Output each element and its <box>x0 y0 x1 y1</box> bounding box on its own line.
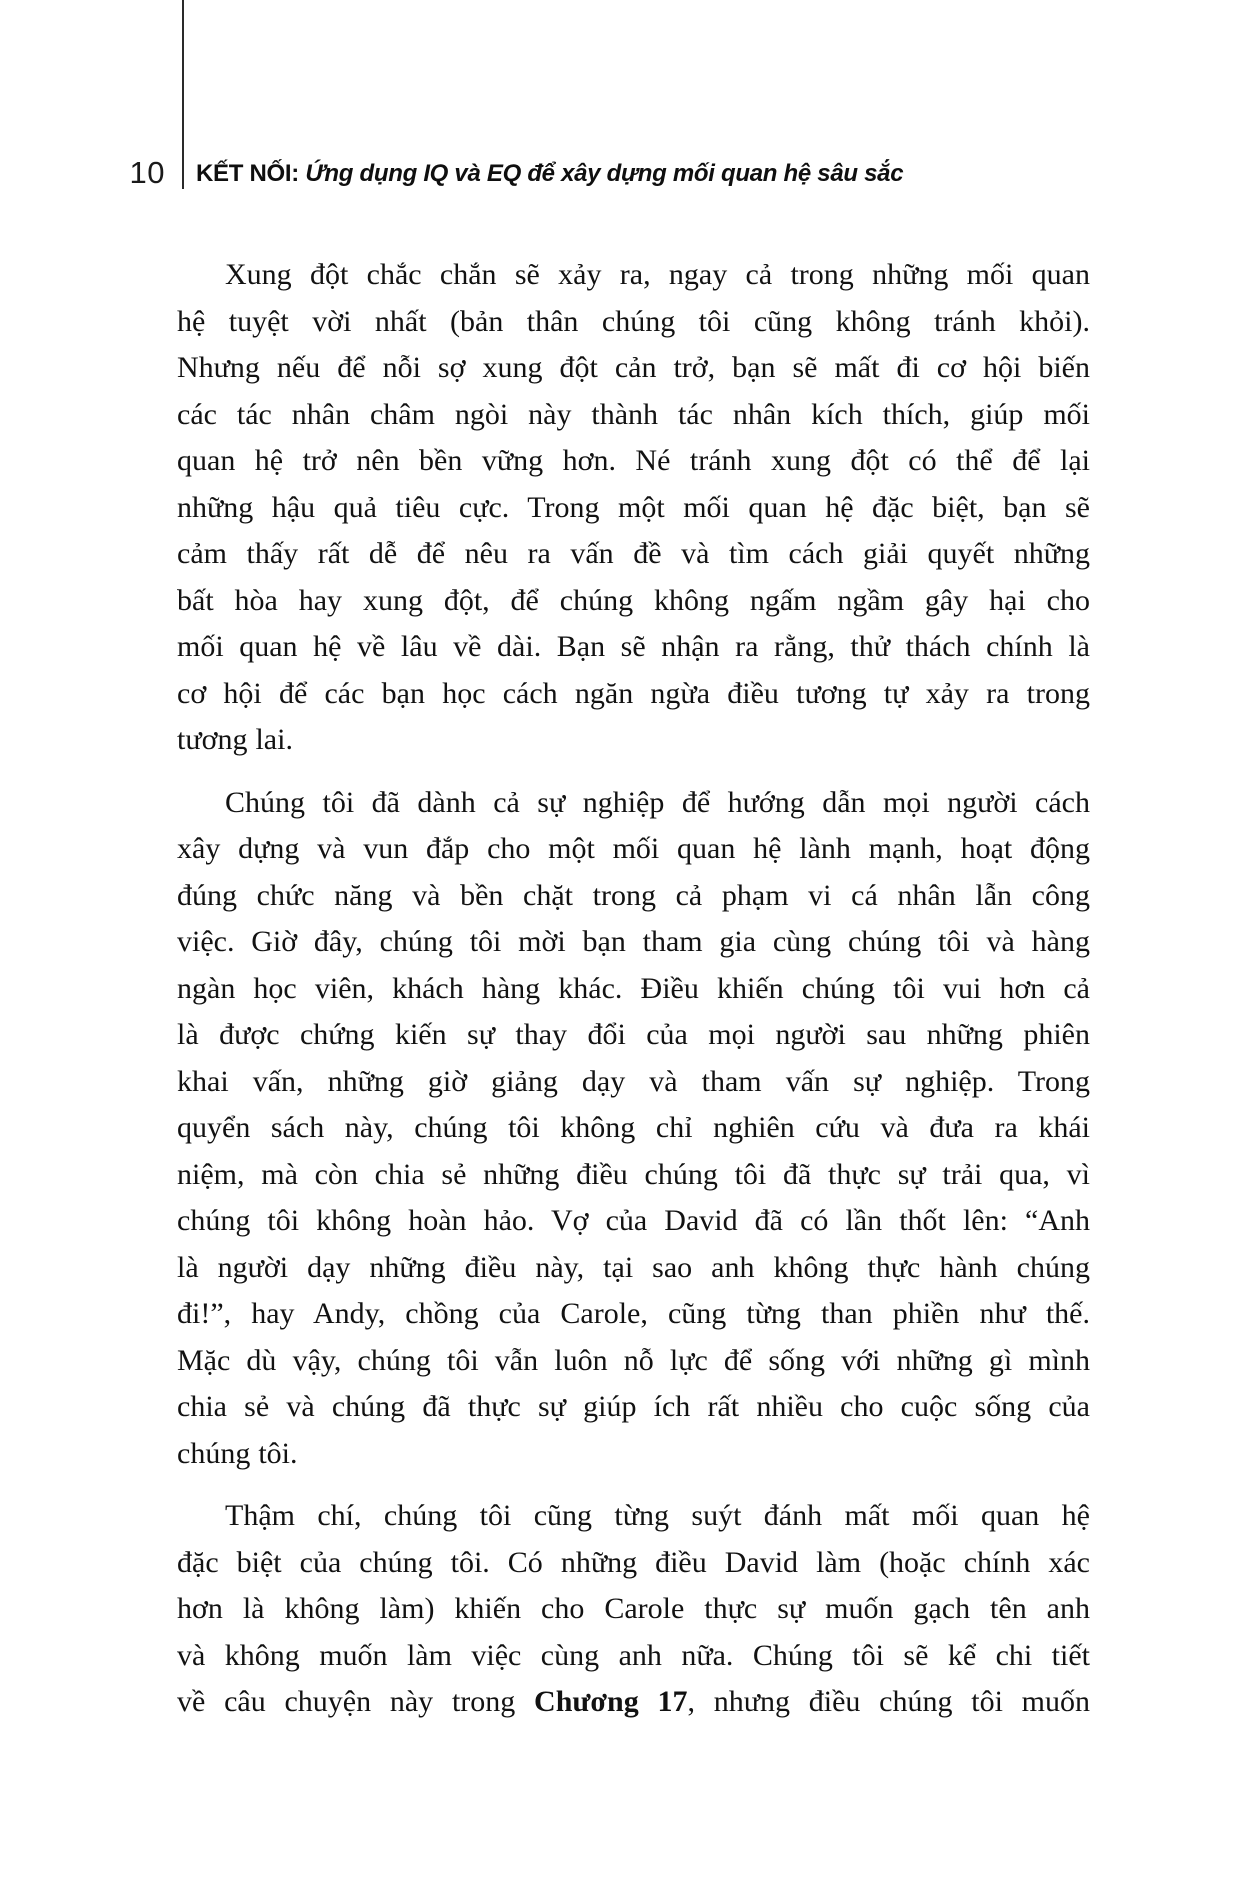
text-line: là được chứng kiến sự thay đổi của mọi người sau những phiên <box>177 1018 1090 1051</box>
text-line: đi!”, hay Andy, chồng của Carole, cũng từng than phiền như thế. <box>177 1297 1090 1330</box>
text-line: niệm, mà còn chia sẻ những điều chúng tôi đã thực sự trải qua, vì <box>177 1157 1090 1191</box>
text-line <box>177 1679 1090 1726</box>
running-head <box>196 161 903 187</box>
text-line: chia sẻ và chúng đã thực sự giúp ích rất nhiều cho cuộc sống của <box>177 1390 1090 1423</box>
text-line: Thậm chí, chúng tôi cũng từng suýt đánh mất mối quan hệ <box>225 1499 1090 1532</box>
text-line: chúng tôi không hoàn hảo. Vợ của David đã có lần thốt lên: “Anh <box>177 1204 1090 1237</box>
text-segment: , nhưng điều chúng tôi muốn <box>687 1685 1090 1718</box>
text-line: Chúng tôi đã dành cả sự nghiệp để hướng dẫn mọi người cách <box>225 785 1090 819</box>
running-head-subtitle: Ứng dụng IQ và EQ để xây dựng mối quan hệ sâu sắc <box>305 160 904 187</box>
text-line: những hậu quả tiêu cực. Trong một mối quan hệ đặc biệt, bạn sẽ <box>177 490 1090 524</box>
text-line: hơn là không làm) khiến cho Carole thực sự muốn gạch tên anh <box>177 1592 1090 1625</box>
text-line: xây dựng và vun đắp cho một mối quan hệ lành mạnh, hoạt động <box>177 832 1090 865</box>
text-line: Nhưng nếu để nỗi sợ xung đột cản trở, bạn sẽ mất đi cơ hội biến <box>177 351 1090 384</box>
text-line: mối quan hệ về lâu về dài. Bạn sẽ nhận ra rằng, thử thách chính là <box>177 630 1090 663</box>
text-line: cơ hội để các bạn học cách ngăn ngừa điều tương tự xảy ra trong <box>177 676 1090 710</box>
paragraph <box>177 1493 1090 1726</box>
text-line: cảm thấy rất dễ để nêu ra vấn đề và tìm cách giải quyết những <box>177 537 1090 570</box>
text-line: việc. Giờ đây, chúng tôi mời bạn tham gia cùng chúng tôi và hàng <box>177 925 1090 958</box>
text-line: tương lai. <box>177 723 293 756</box>
text-line: Xung đột chắc chắn sẽ xảy ra, ngay cả trong những mối quan <box>225 258 1090 291</box>
text-line: và không muốn làm việc cùng anh nữa. Chúng tôi sẽ kể chi tiết <box>177 1638 1090 1672</box>
bold-text-segment: Chương 17 <box>534 1685 688 1718</box>
text-line: hệ tuyệt vời nhất (bản thân chúng tôi cũng không tránh khỏi). <box>177 304 1090 338</box>
text-line: là người dạy những điều này, tại sao anh không thực hành chúng <box>177 1250 1090 1284</box>
text-line: bất hòa hay xung đột, để chúng không ngấm ngầm gây hại cho <box>177 583 1090 617</box>
paragraph <box>177 252 1090 764</box>
page-number: 10 <box>129 155 165 190</box>
header-vertical-rule <box>182 0 184 189</box>
text-line: đúng chức năng và bền chặt trong cả phạm vi cá nhân lẫn công <box>177 878 1090 912</box>
text-line: đặc biệt của chúng tôi. Có những điều David làm (hoặc chính xác <box>177 1545 1090 1579</box>
text-line: khai vấn, những giờ giảng dạy và tham vấn sự nghiệp. Trong <box>177 1064 1090 1098</box>
body-text <box>177 252 1090 1742</box>
paragraph <box>177 780 1090 1478</box>
text-line: Mặc dù vậy, chúng tôi vẫn luôn nỗ lực để sống với những gì mình <box>177 1343 1090 1377</box>
text-line: quan hệ trở nên bền vững hơn. Né tránh xung đột có thể để lại <box>177 444 1090 477</box>
running-head-title: KẾT NỐI: <box>196 160 299 187</box>
text-line: các tác nhân châm ngòi này thành tác nhân kích thích, giúp mối <box>177 397 1090 431</box>
text-line: quyển sách này, chúng tôi không chỉ nghiên cứu và đưa ra khái <box>177 1111 1090 1144</box>
text-line: chúng tôi. <box>177 1436 298 1470</box>
text-segment: về câu chuyện này trong <box>177 1685 535 1718</box>
text-line: ngàn học viên, khách hàng khác. Điều khiến chúng tôi vui hơn cả <box>177 971 1090 1005</box>
